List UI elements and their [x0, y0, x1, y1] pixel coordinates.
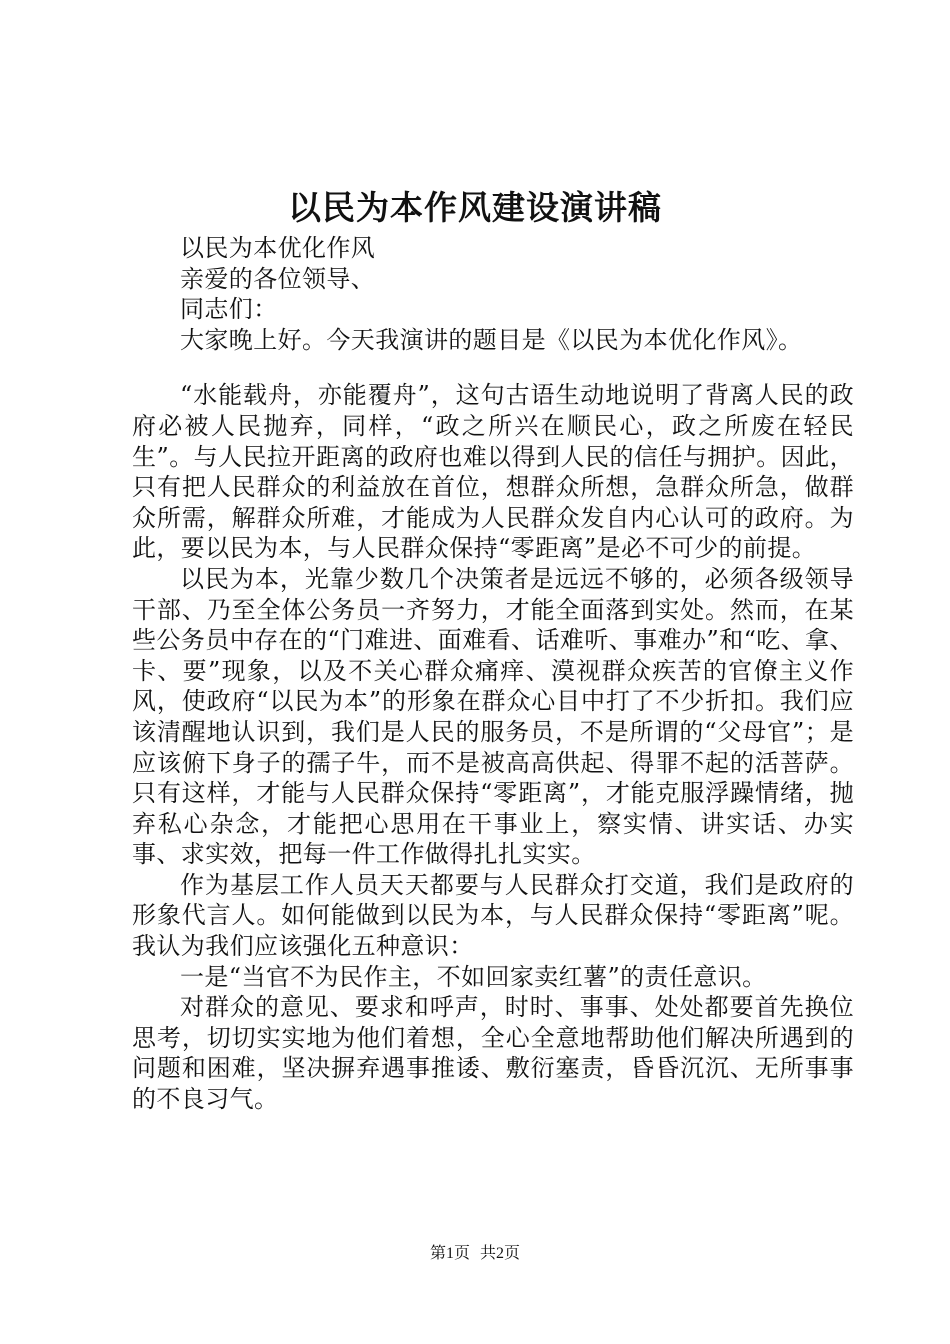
body-paragraph: “水能载舟，亦能覆舟”，这句古语生动地说明了背离人民的政府必被人民抛弃，同样，“政之所兴在顺民心，政之所废在轻民生”。与人民拉开距离的政府也难以得到人民的信任与拥护。因此，只有把人民群众的利益放在首位，想群众所想，急群众所急，做群众所需，解群众所难，才能成为人民群众发自内心认可的政府。为此，要以民为本，与人民群众保持“零距离”是必不可少的前提。 [132, 381, 854, 563]
document-body [132, 233, 854, 1115]
salutation-line: 同志们： [180, 295, 278, 324]
greeting-line: 大家晚上好。今天我演讲的题目是《以民为本优化作风》。 [180, 325, 803, 354]
body-paragraph: 作为基层工作人员天天都要与人民群众打交道，我们是政府的形象代言人。如何能做到以民为本，与人民群众保持“零距离”呢。我认为我们应该强化五种意识： [132, 870, 854, 961]
salutation-line: 亲爱的各位领导、 [180, 264, 376, 293]
body-paragraph: 以民为本，光靠少数几个决策者是远远不够的，必须各级领导干部、乃至全体公务员一齐努力，才能全面落到实处。然而，在某些公务员中存在的“门难进、面难看、话难听、事难办”和“吃、拿、卡、要”现象，以及不关心群众痛痒、漠视群众疾苦的官僚主义作风，使政府“以民为本”的形象在群众心目中打了不少折扣。我们应该清醒地认识到，我们是人民的服务员，不是所谓的“父母官”；是应该俯下身子的孺子牛，而不是被高高供起、得罪不起的活菩萨。只有这样，才能与人民群众保持“零距离”，才能克服浮躁情绪，抛弃私心杂念，才能把心思用在干事业上，察实情、讲实话、办实事、求实效，把每一件工作做得扎扎实实。 [132, 564, 854, 869]
body-paragraph: 一是“当官不为民作主，不如回家卖红薯”的责任意识。 [180, 962, 767, 991]
subtitle-line: 以民为本优化作风 [180, 234, 376, 262]
page-number: 第1页 [429, 1245, 470, 1262]
page-footer [0, 1242, 950, 1266]
page-total: 共2页 [480, 1245, 521, 1262]
body-paragraph: 对群众的意见、要求和呼声，时时、事事、处处都要首先换位思考，切切实实地为他们着想，全心全意地帮助他们解决所遇到的问题和困难，坚决摒弃遇事推诿、敷衍塞责，昏昏沉沉、无所事事的不良习气。 [132, 993, 854, 1114]
document-title: 以民为本作风建设演讲稿 [288, 188, 662, 227]
